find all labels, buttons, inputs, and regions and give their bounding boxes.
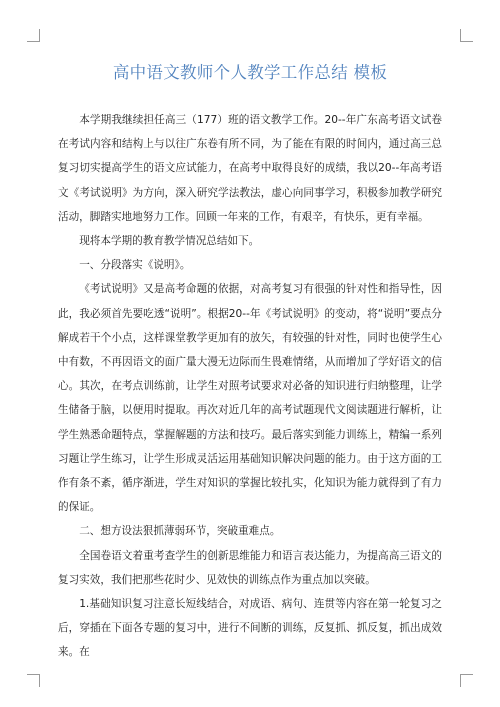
paragraph-section-2: 全国卷语文着重考查学生的创新思维能力和语言表达能力，为提高高三语文的复习实效，我们把那些花时少、见效快的训练点作为重点加以突破。: [58, 549, 442, 586]
crop-mark-bottom-right: [460, 674, 473, 687]
crop-mark-bottom-left: [27, 674, 40, 687]
document-body: [58, 108, 442, 665]
paragraph-intro: 本学期我继续担任高三（177）班的语文教学工作。20--年广东高考语文试卷在考试内容和结构上与以往广东卷有所不同，为了能在有限的时间内，通过高三总复习切实提高学生的语文应试能力，在高考中取得良好的成绩，我以20--年高考语文《考试说明》为方向，深入研究学法教法，虚心向同事学习，积极参加教学研究活动，脚踏实地地努力工作。回顾一年来的工作，有艰辛，有快乐，更有幸福。: [58, 114, 442, 223]
paragraph-section-1: 《考试说明》又是高考命题的依据，对高考复习有很强的针对性和指导性，因此，我必须首先要吃透“说明”。根据20--年《考试说明》的变动，将“说明”要点分解成若干个小点，这样课堂教学更加有的放矢，有较强的针对性，同时也使学生心中有数，不再因语文的面广量大漫无边际而生畏难情绪，从而增加了学好语文的信心。其次，在考点训练前，让学生对照考试要求对必备的知识进行归纳整理，让学生储备于脑，以便用时提取。再次对近几年的高考试题现代文阅读题进行解析，让学生熟悉命题特点，掌握解题的方法和技巧。最后落实到能力训练上，精编一系列习题让学生练习，让学生形成灵活运用基础知识解决问题的能力。由于这方面的工作有条不紊，循序渐进，学生对知识的掌握比较扎实，化知识为能力就得到了有力的保证。: [58, 283, 442, 514]
paragraph-point-1: 1.基础知识复习注意长短线结合，对成语、病句、连贯等内容在第一轮复习之后，穿插在下面各专题的复习中，进行不间断的训练，反复抓、抓反复，抓出成效来。在: [58, 598, 442, 659]
crop-mark-top-right: [460, 29, 473, 42]
crop-mark-top-left: [27, 29, 40, 42]
paragraph-summary-lead: 现将本学期的教育教学情况总结如下。: [79, 235, 260, 248]
document-title: 高中语文教师个人教学工作总结 模板: [112, 63, 388, 82]
section-heading-1: 一、分段落实《说明》。: [79, 259, 191, 272]
section-heading-2: 二、想方设法狠抓薄弱环节，突破重难点。: [79, 525, 281, 538]
